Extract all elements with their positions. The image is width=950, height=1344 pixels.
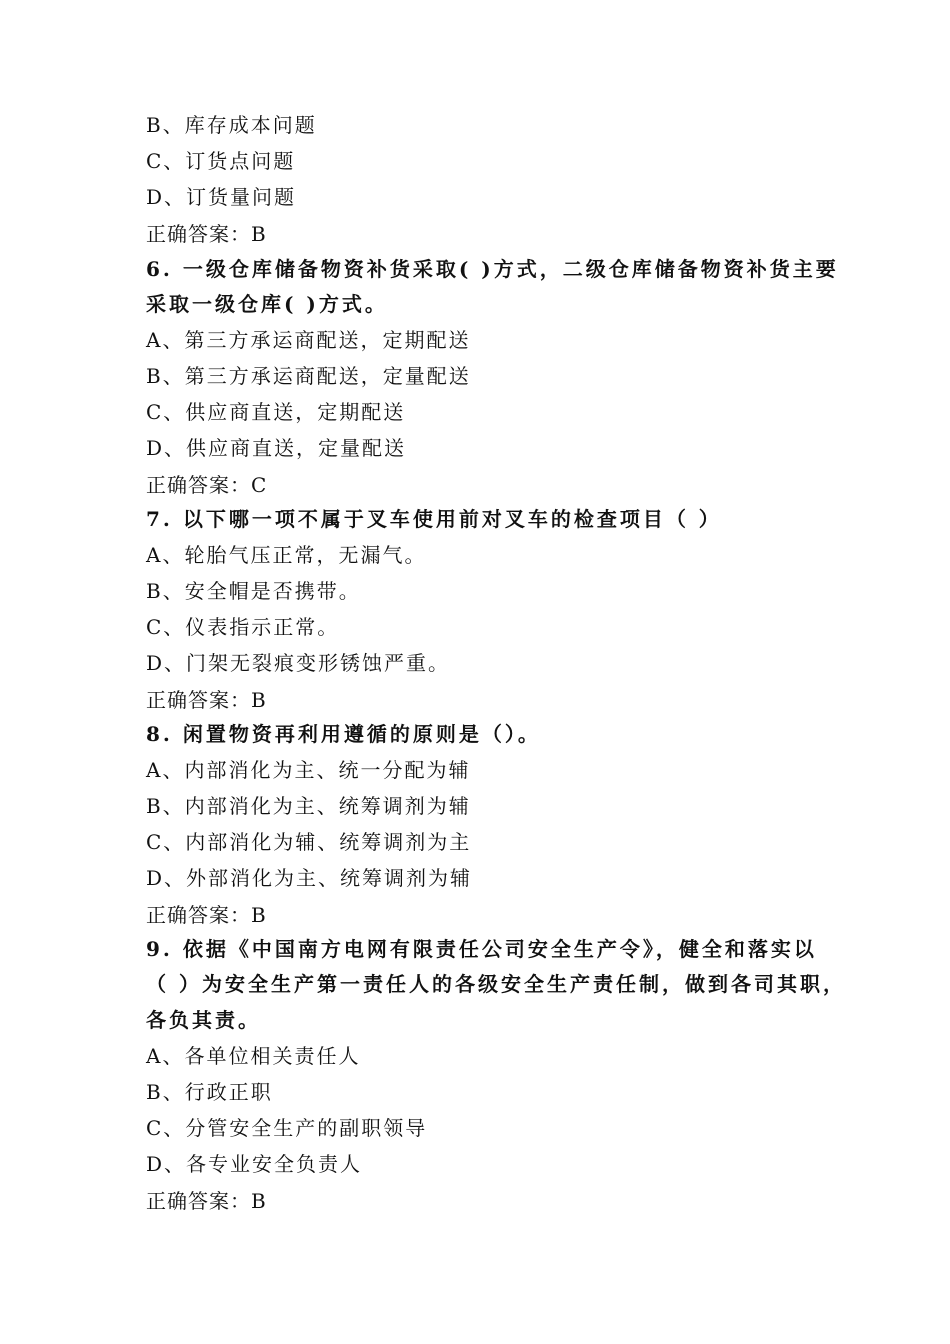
q6-question-line1: 6. 一级仓库储备物资补货采取( )方式，二级仓库储备物资补货主要 (146, 257, 839, 281)
q7-option-c: C、仪表指示正常。 (146, 615, 340, 639)
q9-option-c: C、分管安全生产的副职领导 (146, 1116, 428, 1140)
q8-answer: 正确答案：B (146, 903, 267, 927)
q5-option-d: D、订货量问题 (146, 185, 297, 209)
q9-option-d: D、各专业安全负责人 (146, 1152, 363, 1176)
q9-option-a: A、各单位相关责任人 (146, 1044, 361, 1068)
q6-option-a: A、第三方承运商配送，定期配送 (146, 328, 471, 352)
q8-option-a: A、内部消化为主、统一分配为辅 (146, 758, 471, 782)
q6-answer: 正确答案：C (146, 473, 268, 497)
q8-option-d: D、外部消化为主、统筹调剂为辅 (146, 866, 473, 890)
q9-question-line1: 9. 依据《中国南方电网有限责任公司安全生产令》，健全和落实以 (146, 937, 817, 961)
q9-question-line3: 各负其责。 (146, 1008, 261, 1032)
q5-option-c: C、订货点问题 (146, 149, 296, 173)
q7-option-a: A、轮胎气压正常，无漏气。 (146, 543, 427, 567)
q7-option-d: D、门架无裂痕变形锈蚀严重。 (146, 651, 451, 675)
q6-option-b: B、第三方承运商配送，定量配送 (146, 364, 471, 388)
q5-answer: 正确答案：B (146, 222, 267, 246)
q7-option-b: B、安全帽是否携带。 (146, 579, 361, 603)
q6-option-c: C、供应商直送，定期配送 (146, 400, 406, 424)
q8-option-b: B、内部消化为主、统筹调剂为辅 (146, 794, 471, 818)
q9-option-b: B、行政正职 (146, 1080, 273, 1104)
q6-option-d: D、供应商直送，定量配送 (146, 436, 407, 460)
q9-answer: 正确答案：B (146, 1189, 267, 1213)
q6-question-line2: 采取一级仓库( )方式。 (146, 292, 388, 316)
q5-option-b: B、库存成本问题 (146, 113, 317, 137)
q7-answer: 正确答案：B (146, 688, 267, 712)
q7-question-line1: 7. 以下哪一项不属于叉车使用前对叉车的检查项目（ ） (146, 507, 722, 531)
q8-option-c: C、内部消化为辅、统筹调剂为主 (146, 830, 472, 854)
q8-question-line1: 8. 闲置物资再利用遵循的原则是（）。 (146, 722, 541, 746)
q9-question-line2: （ ）为安全生产第一责任人的各级安全生产责任制，做到各司其职， (146, 972, 846, 996)
